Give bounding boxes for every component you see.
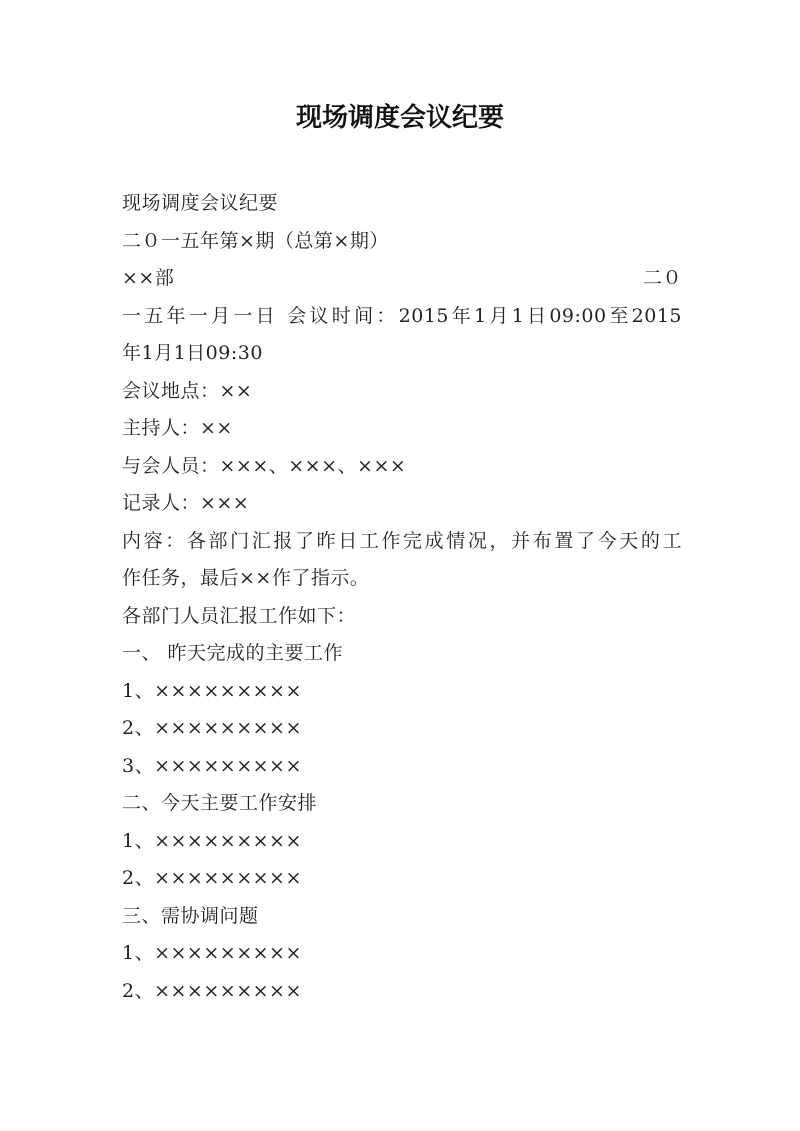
document-title: 现场调度会议纪要	[295, 103, 504, 133]
content-line: 内容：各部门汇报了昨日工作完成情况，并布置了今天的工	[122, 529, 682, 552]
list-item: 2、×××××××××	[122, 717, 302, 739]
report-intro-line: 各部门人员汇报工作如下：	[122, 604, 357, 627]
section-heading-today: 二、今天主要工作安排	[122, 792, 318, 814]
meeting-time-line-cont: 年1月1日09:30	[122, 342, 263, 364]
meeting-time-line: 一五年一月一日 会议时间：2015年1月1日09:00至2015	[122, 304, 682, 327]
issue-line: 二０一五年第×期（总第×期）	[122, 229, 389, 252]
content-line-cont: 作任务，最后××作了指示。	[122, 567, 370, 589]
department-date-line	[122, 260, 682, 298]
section-heading-issues: 三、需协调问题	[122, 904, 259, 927]
department-text: ××部	[122, 267, 175, 289]
list-item: 1、×××××××××	[122, 679, 302, 702]
recorder-line: 记录人：×××	[122, 492, 250, 514]
location-line: 会议地点：××	[122, 379, 253, 402]
attendees-line: 与会人员：×××、×××、×××	[122, 454, 407, 477]
subtitle-line: 现场调度会议纪要	[122, 192, 279, 214]
list-item: 2、×××××××××	[122, 979, 302, 1002]
section-heading-completed: 一、 昨天完成的主要工作	[122, 642, 344, 664]
list-item: 1、×××××××××	[122, 942, 302, 964]
list-item: 1、×××××××××	[122, 829, 302, 852]
list-item: 3、×××××××××	[122, 754, 302, 777]
date-head-text: 二０	[642, 267, 682, 289]
list-item: 2、×××××××××	[122, 867, 302, 889]
document-body	[122, 185, 682, 1010]
host-line: 主持人：××	[122, 417, 233, 439]
